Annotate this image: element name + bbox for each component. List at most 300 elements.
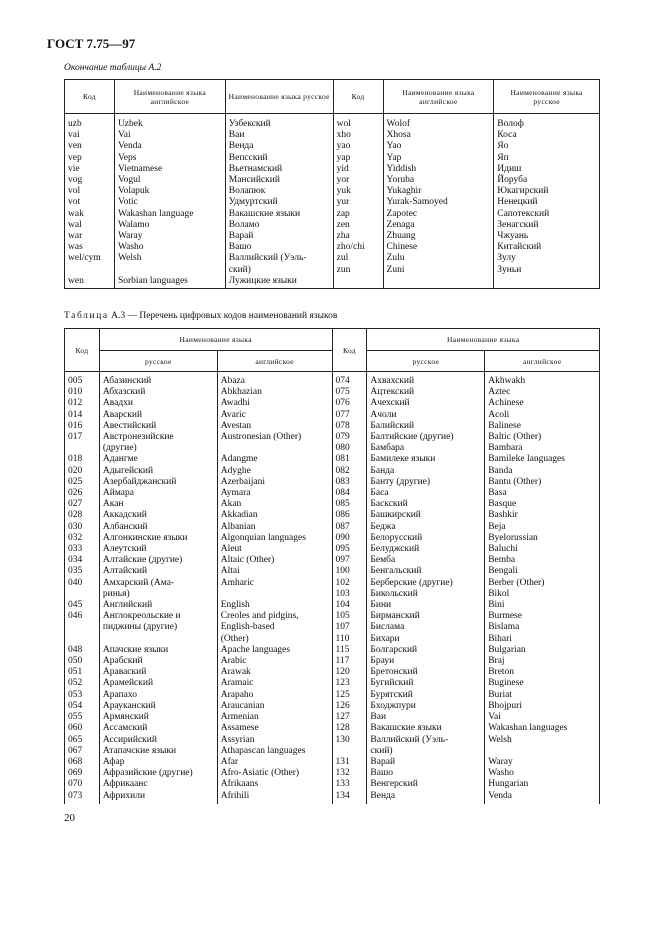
table-row (65, 611, 600, 622)
cell-english-name: Akhwakh (485, 372, 600, 388)
cell-english-name: Banda (485, 466, 600, 477)
cell-russian-name: Афразийские (другие) (99, 768, 217, 779)
cell-code: 100 (332, 566, 367, 577)
table-row (65, 220, 600, 231)
cell-russian-name: Абазинский (99, 372, 217, 388)
cell-russian-name: Вакашские языки (225, 209, 333, 220)
cell-english-name: Wakashan languages (485, 723, 600, 734)
cell-russian-name: ский) (367, 746, 485, 757)
cell-russian-name: Узбекский (225, 114, 333, 131)
cell-code: 012 (65, 398, 100, 409)
cell-english-name: Zuni (383, 265, 494, 276)
cell-russian-name: Азербайджанский (99, 477, 217, 488)
cell-russian-name: Волоф (494, 114, 600, 131)
cell-russian-name: Бурятский (367, 690, 485, 701)
col-header-english: Наименование языка английское (383, 80, 494, 114)
cell-english-name: Braj (485, 656, 600, 667)
cell-english-name: Welsh (485, 735, 600, 746)
table-row (65, 690, 600, 701)
cell-russian-name: Вьетнамский (225, 164, 333, 175)
cell-code: yuk (333, 186, 383, 197)
table-a2-caption: Окончание таблицы А.2 (64, 63, 162, 73)
cell-russian-name: Авестийский (99, 421, 217, 432)
cell-code: 078 (332, 421, 367, 432)
cell-code: 090 (332, 533, 367, 544)
table-row (65, 488, 600, 499)
cell-russian-name: Зулу (494, 253, 600, 264)
table-row (65, 372, 600, 388)
document-header: ГОСТ 7.75—97 (47, 36, 136, 51)
cell-russian-name: Китайский (494, 242, 600, 253)
cell-code: 110 (332, 634, 367, 645)
cell-english-name: Athapascan languages (217, 746, 332, 757)
cell-english-name: Altai (217, 566, 332, 577)
cell-russian-name: Аймара (99, 488, 217, 499)
cell-code: 132 (332, 768, 367, 779)
table-row (65, 510, 600, 521)
cell-russian-name: Акан (99, 499, 217, 510)
cell-russian-name: Бемба (367, 555, 485, 566)
cell-code: 069 (65, 768, 100, 779)
cell-code: 033 (65, 544, 100, 555)
cell-english-name: Veps (114, 153, 225, 164)
cell-russian-name: Бирманский (367, 611, 485, 622)
cell-english-name: Vai (485, 712, 600, 723)
table-a2 (64, 79, 600, 289)
cell-code: 133 (332, 779, 367, 790)
cell-english-name: Venda (114, 141, 225, 152)
table-row (65, 779, 600, 790)
table-row (65, 186, 600, 197)
cell-russian-name: Валлийский (Уэль- (367, 735, 485, 746)
cell-russian-name: Аккадский (99, 510, 217, 521)
cell-russian-name: Алгонкинские языки (99, 533, 217, 544)
cell-code: 077 (332, 410, 367, 421)
cell-english-name: Bambara (485, 443, 600, 454)
table-row (65, 398, 600, 409)
cell-code: was (65, 242, 115, 253)
cell-russian-name: Лужицкие языки (225, 276, 333, 289)
cell-code: 005 (65, 372, 100, 388)
cell-code: wal (65, 220, 115, 231)
cell-english-name (114, 265, 225, 276)
col-header-code: Код (65, 80, 115, 114)
cell-russian-name: Бретонский (367, 667, 485, 678)
table-row (65, 622, 600, 633)
table-row (65, 667, 600, 678)
cell-english-name: Zulu (383, 253, 494, 264)
table-a3 (64, 328, 600, 804)
cell-russian-name: Чжуань (494, 231, 600, 242)
cell-code: zho/chi (333, 242, 383, 253)
cell-english-name: Bantu (Other) (485, 477, 600, 488)
cell-russian-name: Бини (367, 600, 485, 611)
table-row (65, 600, 600, 611)
cell-russian-name: Адыгейский (99, 466, 217, 477)
cell-russian-name: Аварский (99, 410, 217, 421)
cell-russian-name: Башкирский (367, 510, 485, 521)
cell-russian-name: Ассирийский (99, 735, 217, 746)
cell-code: 035 (65, 566, 100, 577)
table-row (65, 265, 600, 276)
cell-code (65, 634, 100, 645)
cell-code: 067 (65, 746, 100, 757)
cell-english-name: Walamo (114, 220, 225, 231)
cell-english-name: Bashkir (485, 510, 600, 521)
cell-english-name: Baltic (Other) (485, 432, 600, 443)
cell-russian-name: Бикольский (367, 589, 485, 600)
cell-code: uzb (65, 114, 115, 131)
cell-russian-name: Абхазский (99, 387, 217, 398)
cell-russian-name: Брауи (367, 656, 485, 667)
cell-russian-name: Болгарский (367, 645, 485, 656)
cell-russian-name: Ваи (225, 130, 333, 141)
cell-russian-name: Балийский (367, 421, 485, 432)
cell-code: wel/cym (65, 253, 115, 264)
cell-english-name: Berber (Other) (485, 578, 600, 589)
cell-code: 134 (332, 791, 367, 804)
table-row (65, 421, 600, 432)
table-row (65, 164, 600, 175)
cell-code: 040 (65, 578, 100, 589)
table-row (65, 410, 600, 421)
cell-russian-name: Вашо (367, 768, 485, 779)
cell-english-name: Votic (114, 197, 225, 208)
cell-code: 060 (65, 723, 100, 734)
cell-code: 018 (65, 454, 100, 465)
cell-russian-name: Варай (225, 231, 333, 242)
cell-code: 115 (332, 645, 367, 656)
cell-english-name: Breton (485, 667, 600, 678)
cell-english-name: Zhuang (383, 231, 494, 242)
cell-russian-name: Ацтекский (367, 387, 485, 398)
cell-russian-name: Бенгальский (367, 566, 485, 577)
table-row (65, 197, 600, 208)
cell-russian-name: Армянский (99, 712, 217, 723)
table-a2-header-row (65, 80, 600, 114)
cell-code: vot (65, 197, 115, 208)
cell-russian-name: Апачские языки (99, 645, 217, 656)
cell-russian-name: Яп (494, 153, 600, 164)
cell-code: wak (65, 209, 115, 220)
table-row (65, 432, 600, 443)
cell-english-name: Araucanian (217, 701, 332, 712)
cell-english-name: Chinese (383, 242, 494, 253)
cell-russian-name: Юкагирский (494, 186, 600, 197)
table-a3-header-row (65, 329, 600, 351)
table-row (65, 746, 600, 757)
cell-code: vol (65, 186, 115, 197)
cell-code: 070 (65, 779, 100, 790)
cell-code: 017 (65, 432, 100, 443)
cell-code (65, 443, 100, 454)
cell-english-name: Arabic (217, 656, 332, 667)
cell-russian-name: Бугийский (367, 678, 485, 689)
cell-code: ven (65, 141, 115, 152)
cell-english-name: Beja (485, 522, 600, 533)
cell-english-name: Bhojpuri (485, 701, 600, 712)
table-row (65, 678, 600, 689)
cell-english-name: Adangme (217, 454, 332, 465)
table-row (65, 443, 600, 454)
cell-english-name: Baluchi (485, 544, 600, 555)
cell-english-name: Burmese (485, 611, 600, 622)
cell-english-name: Akkadian (217, 510, 332, 521)
cell-code: 073 (65, 791, 100, 804)
cell-code: 046 (65, 611, 100, 622)
cell-russian-name: Ачоли (367, 410, 485, 421)
page-number: 20 (64, 812, 75, 824)
cell-code: 050 (65, 656, 100, 667)
cell-russian-name: Арапахо (99, 690, 217, 701)
cell-code: vie (65, 164, 115, 175)
cell-english-name: Creoles and pidgins, (217, 611, 332, 622)
cell-code: vep (65, 153, 115, 164)
cell-english-name: Arawak (217, 667, 332, 678)
col-header-english: английское (485, 351, 600, 372)
cell-russian-name: Ассамский (99, 723, 217, 734)
cell-code: 126 (332, 701, 367, 712)
cell-russian-name: Коса (494, 130, 600, 141)
cell-english-name: Armenian (217, 712, 332, 723)
cell-english-name (383, 276, 494, 289)
cell-code: 016 (65, 421, 100, 432)
cell-english-name: Adyghe (217, 466, 332, 477)
cell-english-name: Aztec (485, 387, 600, 398)
table-row (65, 242, 600, 253)
table-row (65, 656, 600, 667)
cell-english-name: Bini (485, 600, 600, 611)
cell-code: yid (333, 164, 383, 175)
cell-russian-name: Банту (другие) (367, 477, 485, 488)
col-header-english: английское (217, 351, 332, 372)
table-row (65, 276, 600, 289)
cell-russian-name: Беджа (367, 522, 485, 533)
table-row (65, 555, 600, 566)
cell-code: 074 (332, 372, 367, 388)
col-header-english: Наименование языка английское (114, 80, 225, 114)
cell-russian-name: Балтийские (другие) (367, 432, 485, 443)
cell-russian-name: Белуджский (367, 544, 485, 555)
cell-code: 080 (332, 443, 367, 454)
cell-english-name: Basa (485, 488, 600, 499)
cell-code: war (65, 231, 115, 242)
cell-english-name: Akan (217, 499, 332, 510)
table-row (65, 387, 600, 398)
cell-code (333, 276, 383, 289)
table-row (65, 791, 600, 804)
cell-english-name: Uzbek (114, 114, 225, 131)
cell-english-name: Waray (485, 757, 600, 768)
table-row (65, 153, 600, 164)
cell-code: 055 (65, 712, 100, 723)
table-a3-caption-prefix: Таблица (64, 311, 109, 321)
cell-russian-name: Английский (99, 600, 217, 611)
cell-english-name: Assyrian (217, 735, 332, 746)
table-row (65, 499, 600, 510)
cell-code: 026 (65, 488, 100, 499)
table-row (65, 701, 600, 712)
cell-english-name: Yoruba (383, 175, 494, 186)
cell-russian-name: Венда (367, 791, 485, 804)
cell-russian-name: Бислама (367, 622, 485, 633)
cell-code: 087 (332, 522, 367, 533)
cell-english-name: Abkhazian (217, 387, 332, 398)
col-header-russian: Наименование языка русское (494, 80, 600, 114)
table-row (65, 533, 600, 544)
cell-english-name: Afar (217, 757, 332, 768)
cell-code: 104 (332, 600, 367, 611)
col-header-russian: русское (99, 351, 217, 372)
cell-code: 030 (65, 522, 100, 533)
cell-russian-name: Бамбара (367, 443, 485, 454)
cell-code: 107 (332, 622, 367, 633)
cell-russian-name: Ахвахский (367, 372, 485, 388)
table-row (65, 175, 600, 186)
cell-code: 103 (332, 589, 367, 600)
cell-english-name: Avestan (217, 421, 332, 432)
cell-russian-name: Венгерский (367, 779, 485, 790)
cell-code: 102 (332, 578, 367, 589)
table-row (65, 634, 600, 645)
cell-russian-name: Валлийский (Уэль- (225, 253, 333, 264)
cell-code: 086 (332, 510, 367, 521)
cell-english-name: Albanian (217, 522, 332, 533)
cell-code: 020 (65, 466, 100, 477)
cell-code: vai (65, 130, 115, 141)
cell-code: zha (333, 231, 383, 242)
cell-english-name: Xhosa (383, 130, 494, 141)
cell-code: 051 (65, 667, 100, 678)
cell-russian-name: Африхили (99, 791, 217, 804)
cell-code: 045 (65, 600, 100, 611)
cell-russian-name: Арабский (99, 656, 217, 667)
cell-code (65, 265, 115, 276)
col-header-language-name: Наименование языка (367, 329, 600, 351)
cell-english-name: Yap (383, 153, 494, 164)
table-row (65, 522, 600, 533)
table-row (65, 723, 600, 734)
cell-english-name: Afrikaans (217, 779, 332, 790)
cell-english-name: Zenaga (383, 220, 494, 231)
cell-english-name: Abaza (217, 372, 332, 388)
cell-russian-name: Алтайский (99, 566, 217, 577)
cell-russian-name: Африкаанс (99, 779, 217, 790)
cell-code: yap (333, 153, 383, 164)
cell-english-name: Arapaho (217, 690, 332, 701)
cell-code: yur (333, 197, 383, 208)
cell-code: 097 (332, 555, 367, 566)
cell-russian-name: Вашо (225, 242, 333, 253)
cell-russian-name: Волапюк (225, 186, 333, 197)
cell-english-name: Austronesian (Other) (217, 432, 332, 443)
cell-russian-name: пиджины (другие) (99, 622, 217, 633)
cell-english-name: Wolof (383, 114, 494, 131)
cell-english-name: Azerbaijani (217, 477, 332, 488)
col-header-russian: русское (367, 351, 485, 372)
cell-russian-name: Арауканский (99, 701, 217, 712)
cell-english-name: Volapuk (114, 186, 225, 197)
cell-code: 014 (65, 410, 100, 421)
cell-english-name: Awadhi (217, 398, 332, 409)
cell-russian-name: Банда (367, 466, 485, 477)
cell-code: 010 (65, 387, 100, 398)
cell-russian-name: Яо (494, 141, 600, 152)
cell-russian-name: Идиш (494, 164, 600, 175)
cell-english-name: Washo (485, 768, 600, 779)
cell-code: 028 (65, 510, 100, 521)
cell-code: vog (65, 175, 115, 186)
cell-english-name: Avaric (217, 410, 332, 421)
cell-russian-name: Удмуртский (225, 197, 333, 208)
cell-russian-name (99, 634, 217, 645)
cell-code: 079 (332, 432, 367, 443)
table-row (65, 477, 600, 488)
cell-english-name: Aleut (217, 544, 332, 555)
cell-english-name (217, 589, 332, 600)
cell-english-name: Vogul (114, 175, 225, 186)
cell-english-name (217, 443, 332, 454)
cell-russian-name: Ваи (367, 712, 485, 723)
table-row (65, 454, 600, 465)
cell-russian-name: Бходжпури (367, 701, 485, 712)
cell-russian-name: Баскский (367, 499, 485, 510)
cell-code: zun (333, 265, 383, 276)
table-row (65, 566, 600, 577)
cell-code: 084 (332, 488, 367, 499)
cell-english-name: Bengali (485, 566, 600, 577)
table-row (65, 231, 600, 242)
cell-russian-name: Ачехский (367, 398, 485, 409)
cell-code: 075 (332, 387, 367, 398)
cell-russian-name: Венда (225, 141, 333, 152)
cell-code: 052 (65, 678, 100, 689)
cell-english-name: Bemba (485, 555, 600, 566)
cell-english-name: Vai (114, 130, 225, 141)
cell-russian-name: Варай (367, 757, 485, 768)
cell-code: 025 (65, 477, 100, 488)
cell-english-name: Yiddish (383, 164, 494, 175)
table-row (65, 735, 600, 746)
cell-russian-name: Алтайские (другие) (99, 555, 217, 566)
cell-english-name: Acoli (485, 410, 600, 421)
col-header-language-name: Наименование языка (99, 329, 332, 351)
cell-russian-name: Йоруба (494, 175, 600, 186)
cell-english-name: Basque (485, 499, 600, 510)
cell-english-name: Waray (114, 231, 225, 242)
cell-english-name: Achinese (485, 398, 600, 409)
cell-russian-name: Сапотекский (494, 209, 600, 220)
cell-english-name: Yukaghir (383, 186, 494, 197)
cell-russian-name: Австронезийские (99, 432, 217, 443)
cell-english-name: Vietnamese (114, 164, 225, 175)
cell-english-name: Washo (114, 242, 225, 253)
cell-english-name: Bamileke languages (485, 454, 600, 465)
cell-code: 082 (332, 466, 367, 477)
table-row (65, 712, 600, 723)
cell-code: 125 (332, 690, 367, 701)
cell-code: 076 (332, 398, 367, 409)
cell-code: 130 (332, 735, 367, 746)
cell-english-name: Bikol (485, 589, 600, 600)
table-row (65, 768, 600, 779)
cell-code: 117 (332, 656, 367, 667)
cell-english-name: Aymara (217, 488, 332, 499)
table-row (65, 209, 600, 220)
cell-russian-name: Белорусский (367, 533, 485, 544)
cell-russian-name: Воламо (225, 220, 333, 231)
cell-russian-name: ский) (225, 265, 333, 276)
